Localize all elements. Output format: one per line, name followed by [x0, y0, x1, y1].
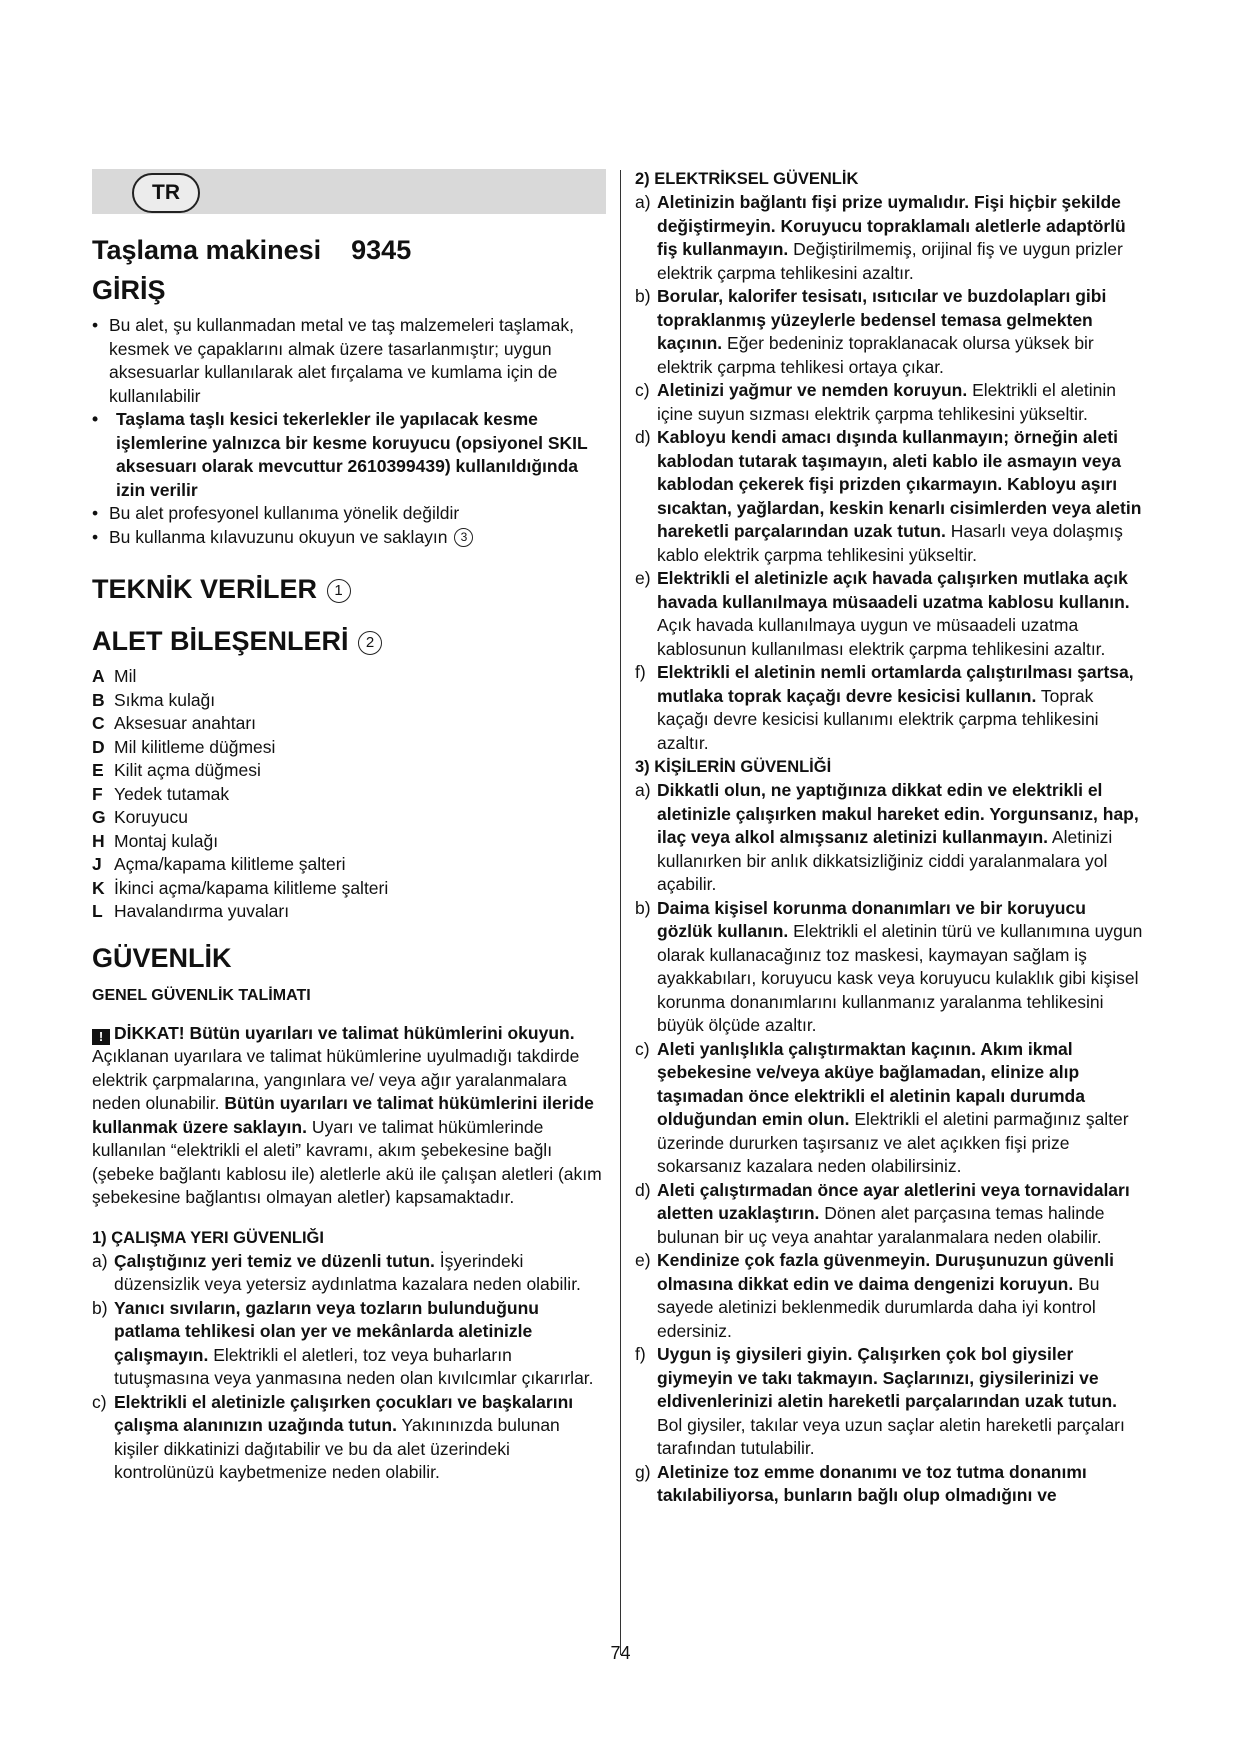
- item-bold-text: Kabloyu kendi amacı dışında kullanmayın; örneğin aleti kablodan tutarak taşımayın, aleti kablo ile asmayın veya kablodan çekerek fişi prizden çıkarmayın. Kabloyu aşırı sıcaktan, yağlardan, keskin kenarlı cisimlerden veya aletin hareketli parçalarından uzak tutun.: [657, 427, 1142, 541]
- component-item: [92, 665, 606, 689]
- item-bold-text: Yanıcı sıvıların, gazların veya tozların bulunduğunu patlama tehlikesi olan yer ve mekânlarda aletinizle çalışmayın.: [114, 1297, 539, 1365]
- component-label: Sıkma kulağı: [114, 689, 216, 710]
- component-label: Açma/kapama kilitleme şalteri: [114, 854, 346, 874]
- right-column: [635, 167, 1145, 1508]
- component-item: [92, 759, 606, 783]
- component-key: D: [92, 736, 105, 757]
- safety-item: [635, 1038, 1145, 1179]
- column-divider: [620, 170, 621, 1655]
- general-safety-heading: GENEL GÜVENLİK TALİMATI: [92, 986, 311, 1004]
- component-key: A: [92, 666, 105, 686]
- item-text: İşyerindeki düzensizlik veya yetersiz aydınlatma kazalara neden olabilir.: [114, 1250, 581, 1294]
- item-bold-text: Çalıştığınız yeri temiz ve düzenli tutun.: [114, 1250, 435, 1271]
- left-column: [92, 169, 606, 1485]
- component-item: [92, 877, 606, 901]
- component-item: [92, 806, 606, 830]
- component-item: [92, 900, 606, 924]
- component-label: Montaj kulağı: [114, 830, 219, 851]
- component-key: H: [92, 830, 105, 851]
- safety-item: [635, 426, 1145, 567]
- language-badge: TR: [132, 173, 200, 213]
- item-bold-text: Elektrikli el aletinizle çalışırken çocukları ve başkalarını çalışma alanınızın uzağında tutun.: [114, 1391, 574, 1435]
- item-bold-text: Kendinize çok fazla güvenmeyin. Duruşunuzun güvenli olmasına dikkat edin ve daima dengenizi koruyun.: [657, 1250, 1115, 1294]
- warning-text-1: Açıklanan uyarılara ve talimat hükümlerine uyulmadığı takdirde elektrik çarpmalarına, yangınlara ve/ veya ağır yaralanmalara neden olunabilir.: [92, 1046, 580, 1113]
- warning-triangle-icon: !: [92, 1029, 110, 1045]
- intro-bullet: [92, 526, 606, 550]
- component-label: Yedek tutamak: [114, 783, 230, 804]
- figure-ref-1: 1: [327, 579, 351, 603]
- item-letter: a): [635, 192, 651, 212]
- item-text: Elektrikli el aletinin içine suyun sızması elektrik çarpma tehlikesini yükseltir.: [657, 380, 1117, 424]
- item-text: Toprak kaçağı devre kesicisi kullanımı elektrik çarpma tehlikesini azaltır.: [657, 685, 1099, 753]
- item-letter: e): [635, 1250, 651, 1270]
- component-item: [92, 712, 606, 736]
- safety-item: [92, 1297, 606, 1391]
- model-number: 9345: [351, 235, 412, 265]
- component-item: [92, 689, 606, 713]
- electrical-heading: 2) ELEKTRİKSEL GÜVENLİK: [635, 170, 859, 188]
- item-letter: g): [635, 1461, 651, 1482]
- personal-heading: 3) KİŞİLERİN GÜVENLİĞİ: [635, 758, 832, 776]
- component-label: Mil kilitleme düğmesi: [114, 736, 276, 757]
- intro-heading: GİRİŞ: [92, 275, 166, 305]
- warning-bold-2: Bütün uyarıları ve talimat hükümlerini ileride kullanmak üzere saklayın.: [92, 1093, 594, 1137]
- components-list: [92, 665, 606, 924]
- components-heading-text: ALET BİLEŞENLERİ: [92, 626, 349, 656]
- safety-item: [635, 1249, 1145, 1343]
- tech-data-heading: [92, 571, 606, 607]
- item-text: Bu sayede aletinizi beklenmedik durumlarda daha iyi kontrol edersiniz.: [657, 1273, 1100, 1341]
- item-bold-text: Aleti çalıştırmadan önce ayar aletlerini veya tornavidaları aletten uzaklaştırın.: [657, 1179, 1130, 1223]
- intro-bullet: • Bu alet profesyonel kullanıma yönelik değildir: [92, 502, 606, 526]
- item-bold-text: Borular, kalorifer tesisatı, ısıtıcılar ve buzdolapları gibi topraklanmış yüzeylerle bedensel temasa gelmekten kaçının.: [657, 286, 1107, 353]
- item-letter: f): [635, 662, 646, 682]
- item-bold-text: Aletinizi yağmur ve nemden koruyun.: [657, 380, 968, 400]
- item-bold-text: Aleti yanlışlıkla çalıştırmaktan kaçının. Akım ikmal şebekesine ve/veya aküye bağlamadan, elinize alıp taşımadan önce elektrikli el aletinin kapalı durumda olduğundan emin olun.: [657, 1038, 1085, 1129]
- item-bold-text: Daima kişisel korunma donanımları ve bir koruyucu gözlük kullanın.: [657, 897, 1086, 941]
- safety-item: [635, 285, 1145, 379]
- safety-item: [635, 1179, 1145, 1250]
- item-text: Elektrikli el aletini parmağınız şalter üzerinde dururken taşırsanız ve alet açıkken fişi prize sokarsanız kazalara neden olabilirsiniz.: [657, 1109, 1129, 1176]
- work-area-heading: 1) ÇALIŞMA YERI GÜVENLIĞI: [92, 1228, 324, 1247]
- warning-text-2: Uyarı ve talimat hükümlerinde kullanılan “elektrikli el aleti” kavramı, akım şebekesine bağlı (şebeke bağlantı kablosu ile) aletlerle akü ile çalışan aletleri (akım şebekesine bağlantısı olmayan aletler) kapsamaktadır.: [92, 1116, 602, 1207]
- safety-item: [635, 379, 1145, 426]
- item-bold-text: Elektrikli el aletinizle açık havada çalışırken mutlaka açık havada kullanılmaya müsaadeli uzatma kablosu kullanın.: [657, 568, 1130, 612]
- item-letter: c): [92, 1391, 107, 1412]
- safety-item: [635, 1461, 1145, 1508]
- intro-bullet: • Taşlama taşlı kesici tekerlekler ile yapılacak kesme işlemlerine yalnızca bir kesme koruyucu (opsiyonel SKIL aksesuarı olarak mevcuttur 2610399439) kullanıldığında izin verilir: [92, 408, 606, 502]
- figure-ref-2: 2: [358, 631, 382, 655]
- page-number: 74: [610, 1643, 631, 1663]
- item-text: Yakınınızda bulunan kişiler dikkatinizi dağıtabilir ve bu da alet üzerindeki kontrolünüzü kaybetmenize neden olabilir.: [114, 1415, 560, 1482]
- warning-paragraph: [92, 1022, 606, 1210]
- item-text: Elektrikli el aletinin türü ve kullanımına uygun olarak kullanacağınız toz maskesi, kaymayan sağlam iş ayakkabıları, koruyucu kask veya koruyucu kulaklık gibi kişisel korunma donanımlarını kullanmanız yaralanma tehlikesini büyük ölçüde azaltır.: [657, 921, 1143, 1035]
- intro-bullet-text: Bu kullanma kılavuzunu okuyun ve saklayın: [109, 526, 448, 547]
- item-letter: a): [635, 780, 651, 800]
- item-letter: f): [635, 1344, 646, 1364]
- component-key: K: [92, 877, 105, 898]
- item-letter: b): [635, 897, 651, 918]
- item-text: Bol giysiler, takılar veya uzun saçlar aletin hareketli parçaları tarafından tutulabilir.: [657, 1414, 1125, 1458]
- component-key: G: [92, 807, 106, 827]
- safety-item: [635, 1343, 1145, 1461]
- item-bold-text: Aletinizin bağlantı fişi prize uymalıdır. Fişi hiçbir şekilde değiştirmeyin. Koruyucu topraklamalı aletlerle adaptörlü fiş kullanmayın.: [657, 192, 1126, 259]
- tech-data-heading-text: TEKNİK VERİLER: [92, 574, 318, 604]
- item-text: Dönen alet parçasına temas halinde bulunan bir uç veya anahtar yaralanmalara neden olabilir.: [657, 1203, 1105, 1247]
- item-text: Elektrikli el aletleri, toz veya buharların tutuşmasına veya yanmasına neden olan kıvılcımlar çıkarırlar.: [114, 1344, 594, 1388]
- safety-item: [635, 191, 1145, 285]
- component-label: Mil: [114, 666, 137, 686]
- product-name: Taşlama makinesi: [92, 235, 322, 265]
- component-item: [92, 736, 606, 760]
- item-letter: e): [635, 568, 651, 588]
- intro-bullet: • Bu alet, şu kullanmadan metal ve taş malzemeleri taşlamak, kesmek ve çapaklarını almak üzere tasarlanmıştır; uygun aksesuarlar kullanılarak alet fırçalama ve kumlama için de kullanılabilir: [92, 314, 606, 408]
- safety-item: [92, 1250, 606, 1297]
- component-key: L: [92, 901, 103, 921]
- component-label: Havalandırma yuvaları: [114, 901, 290, 921]
- item-letter: a): [92, 1250, 108, 1271]
- component-item: [92, 783, 606, 807]
- item-text: Değiştirilmemiş, orijinal fiş ve uygun prizler elektrik çarpma tehlikesini azaltır.: [657, 239, 1123, 283]
- component-label: İkinci açma/kapama kilitleme şalteri: [114, 877, 389, 898]
- item-text: Hasarlı veya dolaşmış kablo elektrik çarpma tehlikesini yükseltir.: [657, 521, 1123, 565]
- warning-bold-1: DİKKAT! Bütün uyarıları ve talimat hükümlerini okuyun.: [114, 1022, 575, 1043]
- item-bold-text: Elektrikli el aletinin nemli ortamlarda çalıştırılması şartsa, mutlaka toprak kaçağı devre kesicisi kullanın.: [657, 662, 1134, 706]
- item-bold-text: Aletinize toz emme donanımı ve toz tutma donanımı takılabiliyorsa, bunların bağlı olup olmadığını ve: [657, 1461, 1087, 1505]
- component-key: F: [92, 783, 103, 804]
- item-letter: d): [635, 1179, 651, 1200]
- intro-bullets: [92, 314, 606, 549]
- item-text: Aletinizi kullanırken bir anlık dikkatsizliğiniz ciddi yaralanmalara yol açabilir.: [657, 827, 1113, 894]
- component-label: Koruyucu: [114, 807, 188, 827]
- item-letter: d): [635, 427, 651, 447]
- item-letter: c): [635, 380, 650, 400]
- component-key: B: [92, 689, 105, 710]
- language-bar: [92, 169, 606, 214]
- component-item: [92, 830, 606, 854]
- item-bold-text: Dikkatli olun, ne yaptığınıza dikkat edin ve elektrikli el aletinizle çalışırken makul hareket edin. Yorgunsanız, hap, ilaç veya alkol almışsanız aletinizi kullanmayın.: [657, 780, 1139, 847]
- component-item: [92, 853, 606, 877]
- component-label: Aksesuar anahtarı: [114, 713, 257, 733]
- electrical-list: [635, 191, 1145, 755]
- figure-ref-3: 3: [454, 528, 473, 547]
- safety-item: [635, 897, 1145, 1038]
- component-label: Kilit açma düğmesi: [114, 760, 261, 780]
- component-key: C: [92, 713, 105, 733]
- item-letter: b): [92, 1297, 108, 1318]
- personal-list: [635, 779, 1145, 1508]
- component-key: E: [92, 760, 104, 780]
- item-letter: c): [635, 1038, 650, 1059]
- safety-item: [635, 779, 1145, 897]
- safety-item: [635, 567, 1145, 661]
- safety-heading: GÜVENLİK: [92, 942, 232, 973]
- components-heading: [92, 623, 606, 659]
- work-area-list: [92, 1250, 606, 1485]
- page-title: [92, 232, 606, 268]
- item-bold-text: Uygun iş giysileri giyin. Çalışırken çok bol giysiler giymeyin ve takı takmayın. Saçlarınızı, giysilerinizi ve eldivenlerinizi aletin hareketli parçalarından uzak tutun.: [657, 1344, 1117, 1411]
- safety-item: [92, 1391, 606, 1485]
- item-letter: b): [635, 286, 651, 306]
- item-text: Açık havada kullanılmaya uygun ve müsaadeli uzatma kablosunun kullanılması elektrik çarpma tehlikesini azaltır.: [657, 615, 1106, 659]
- item-text: Eğer bedeniniz topraklanacak olursa yüksek bir elektrik çarpma tehlikesi ortaya çıkar.: [657, 333, 1094, 377]
- safety-item: [635, 661, 1145, 755]
- component-key: J: [92, 854, 102, 874]
